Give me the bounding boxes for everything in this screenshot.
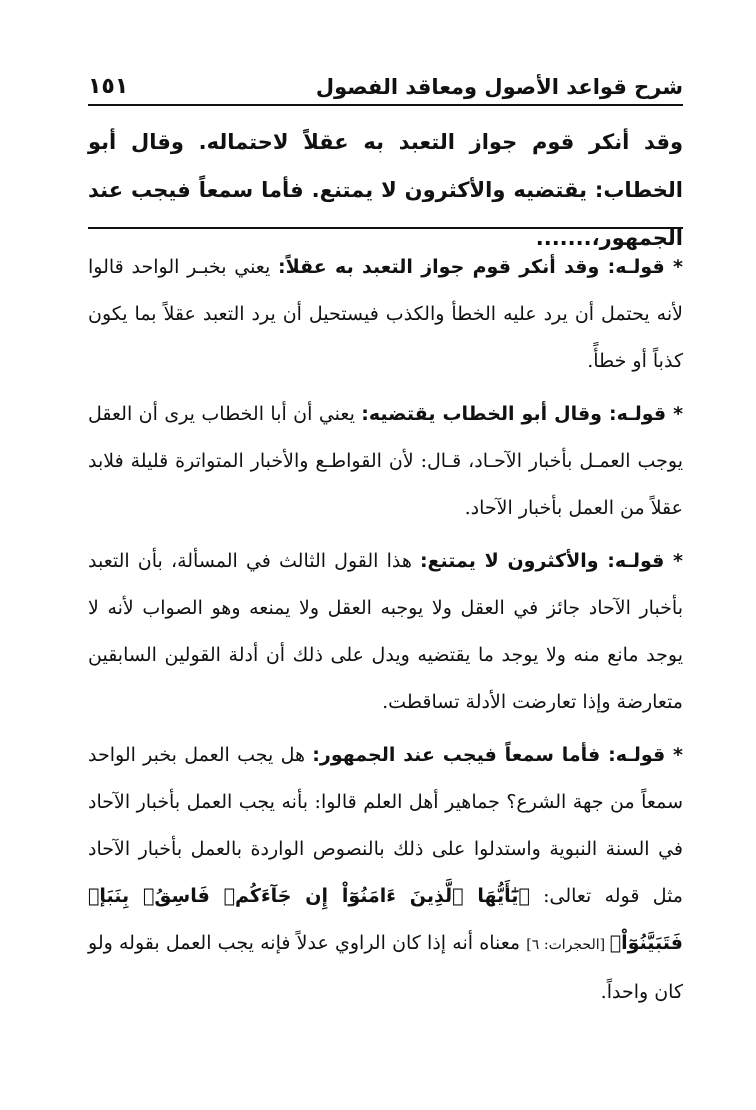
commentary-paragraph-3 — [88, 538, 683, 726]
commentary-body: هذا القول الثالث في المسألة، بأن التعبد بأخبار الآحاد جائز في العقل ولا يوجبه العقل ولا يمنعه وهو الصواب لأنه لا يوجد مانع منه ولا يوجد ما يقتضيه ويدل على ذلك أن أدلة القولين السابقين متعارضة وإذا تعارضت الأدلة تساقطت. — [88, 550, 683, 713]
matn-separator-rule — [88, 227, 683, 229]
commentary-body: يعني بخبـر الواحد قالوا لأنه يحتمل أن يرد عليه الخطأ والكذب فيستحيل أن يرد التعبد عقلاً بما يكون كذباً أو خطأً. — [88, 256, 683, 372]
quran-verse: ﴿يَٰٓأَيُّهَا ٱلَّذِينَ ءَامَنُوٓاْ إِن جَآءَكُمۡ فَاسِقُۢ بِنَبَإٖ فَتَبَيَّنُوٓاْ﴾ — [88, 885, 683, 954]
commentary-section — [88, 244, 683, 1022]
commentary-lemma: * قولـه: وقد أنكر قوم جواز التعبد به عقلاً: — [278, 256, 683, 278]
running-header — [88, 60, 683, 102]
running-title: شرح قواعد الأصول ومعاقد الفصول — [315, 75, 683, 99]
commentary-paragraph-1 — [88, 244, 683, 385]
verse-citation: [الحجرات: ٦] — [526, 937, 610, 953]
commentary-paragraph-2 — [88, 391, 683, 532]
commentary-body: معناه أنه إذا كان الراوي عدلاً فإنه يجب العمل بقوله ولو كان واحداً. — [88, 932, 683, 1003]
commentary-lemma: * قولـه: وقال أبو الخطاب يقتضيه: — [361, 403, 684, 425]
commentary-lemma: * قولـه: فأما سمعاً فيجب عند الجمهور: — [312, 744, 683, 766]
commentary-lemma: * قولـه: والأكثرون لا يمتنع: — [419, 550, 683, 572]
commentary-body: يعني أن أبا الخطاب يرى أن العقل يوجب العمـل بأخبار الآحـاد، قـال: لأن القواطـع والأخبار المتواترة قليلة فلابد عقلاً من العمل بأخبار الآحاد. — [88, 403, 683, 519]
commentary-paragraph-4 — [88, 732, 683, 1016]
page-number: ١٥١ — [88, 74, 129, 99]
commentary-body: هل يجب العمل بخبر الواحد سمعاً من جهة الشرع؟ جماهير أهل العلم قالوا: بأنه يجب العمل بأخبار الآحاد في السنة النبوية واستدلوا على ذلك بالنصوص الواردة بالعمل بأخبار الآحاد مثل قوله تعالى: — [88, 744, 683, 907]
matn-text: وقد أنكر قوم جواز التعبد به عقلاً لاحتماله. وقال أبو الخطاب: يقتضيه والأكثرون لا يمتنع. فأما سمعاً فيجب عند الجمهور،....... — [88, 130, 683, 250]
header-rule — [88, 104, 683, 106]
